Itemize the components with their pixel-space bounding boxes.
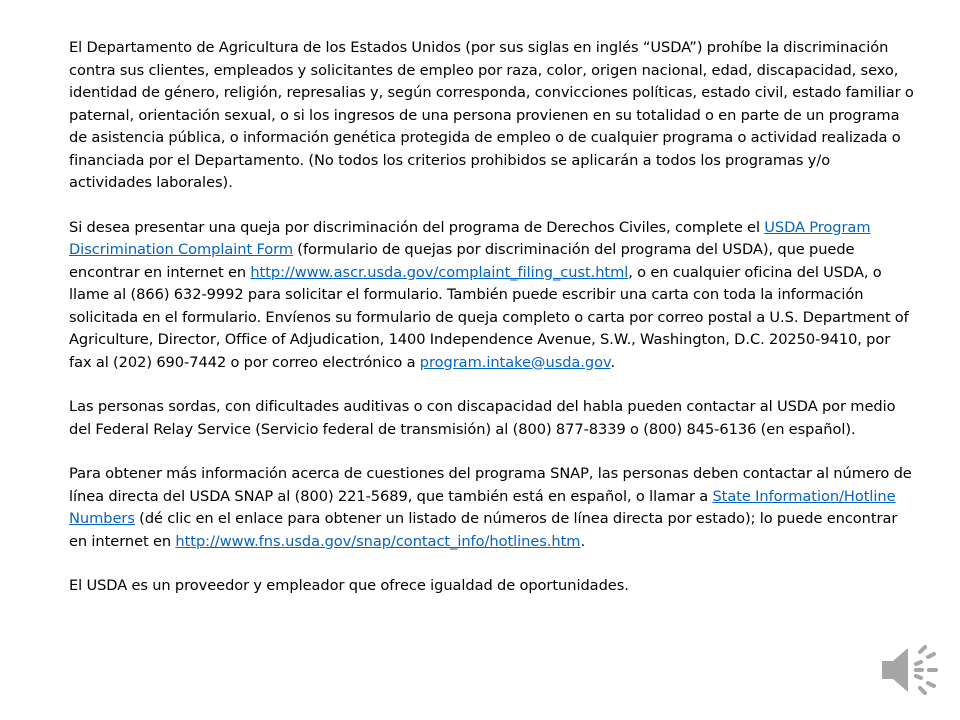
paragraph-complaint xyxy=(69,217,915,375)
text-run: El Departamento de Agricultura de los Estados Unidos (por sus siglas en inglés “USDA”) prohíbe la discriminación contra sus clientes, empleados y solicitantes de empleo por raza, color, origen nacional, edad, discapacidad, sexo, identidad de género, religión, represalias y, según corresponda, convicciones políticas, estado civil, estado familiar o paternal, orientación sexual, o si los ingresos de una persona provienen en su totalidad o en parte de un programa de asistencia pública, o información genética protegida de empleo o de cualquier programa o actividad realizada o financiada por el Departamento. (No todos los criterios prohibidos se aplicarán a todos los programas y/o actividades laborales). xyxy=(69,39,914,191)
text-run: (dé clic en el enlace para obtener un listado de números de línea directa por estado); lo puede encontrar en internet en xyxy=(69,510,898,550)
hyperlink[interactable]: http://www.fns.usda.gov/snap/contact_info/hotlines.htm xyxy=(175,532,581,550)
text-run: Las personas sordas, con dificultades auditivas o con discapacidad del habla pueden contactar al USDA por medio del Federal Relay Service (Servicio federal de transmisión) al (800) 877-8339 o (800) 845-6136 (en español). xyxy=(69,398,896,438)
paragraph-snap-info xyxy=(69,463,915,553)
slide-body xyxy=(69,37,915,620)
text-run: (formulario de quejas por discriminación del programa del USDA), que puede encontrar en internet en xyxy=(69,241,855,281)
text-run: . xyxy=(580,532,586,550)
text-run: Si desea presentar una queja por discriminación del programa de Derechos Civiles, complete el xyxy=(69,218,765,236)
text-run: Para obtener más información acerca de cuestiones del programa SNAP, las personas deben contactar al número de línea directa del USDA SNAP al (800) 221-5689, que también está en español, o llamar a xyxy=(69,465,912,505)
text-run: El USDA es un proveedor y empleador que ofrece igualdad de oportunidades. xyxy=(69,577,629,594)
paragraph-equal-opportunity xyxy=(69,575,915,598)
paragraph-nondiscrimination xyxy=(69,37,915,195)
hyperlink[interactable]: USDA Program Discrimination Complaint Form xyxy=(69,218,871,258)
hyperlink[interactable]: program.intake@usda.gov xyxy=(419,353,611,371)
hyperlink[interactable]: http://www.ascr.usda.gov/complaint_filing_cust.html xyxy=(250,263,629,281)
text-run: , o en cualquier oficina del USDA, o llame al (866) 632-9992 para solicitar el formulario. También puede escribir una carta con toda la información solicitada en el formulario. Envíenos su formulario de queja completo o carta por correo postal a U.S. Department of Agriculture, Director, Office of Adjudication, 1400 Independence Avenue, S.W., Washington, D.C. 20250-9410, por fax al (202) 690-7442 o por correo electrónico a xyxy=(69,263,909,371)
hyperlink[interactable]: State Information/Hotline Numbers xyxy=(69,487,896,527)
paragraph-relay-service xyxy=(69,396,915,441)
speaker-icon[interactable] xyxy=(878,640,940,700)
text-run: . xyxy=(610,353,616,371)
